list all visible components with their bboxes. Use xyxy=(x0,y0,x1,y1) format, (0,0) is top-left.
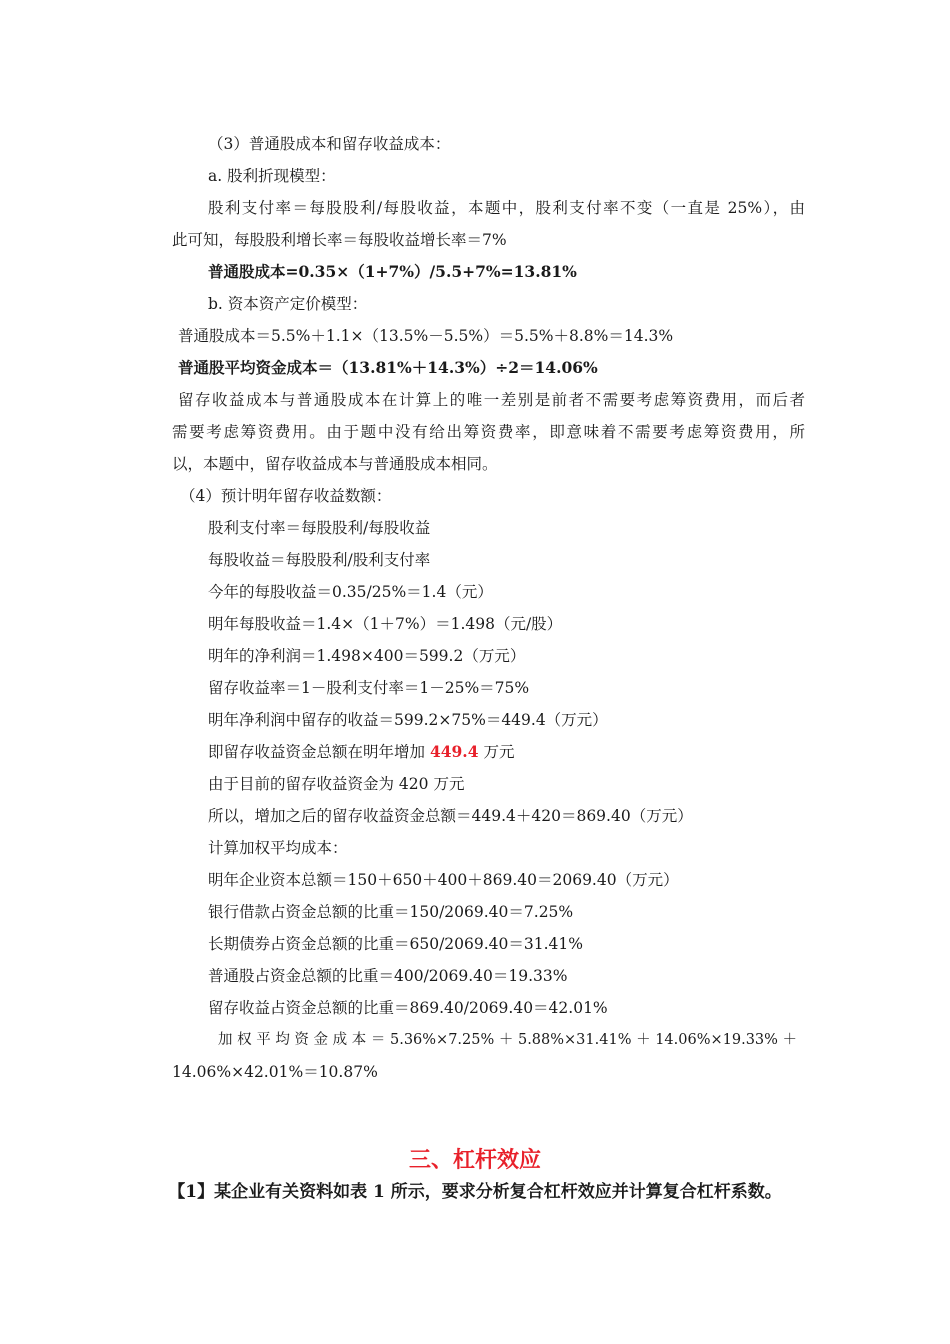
calc-line: 银行借款占资金总额的比重＝150/2069.40＝7.25% xyxy=(208,903,574,921)
increase-line xyxy=(208,742,514,762)
calc-line: 明年每股收益＝1.4×（1＋7%）＝1.498（元/股） xyxy=(208,615,563,633)
calc-line: 普通股占资金总额的比重＝400/2069.40＝19.33% xyxy=(208,967,568,985)
wacc-formula-line-1: 加 权 平 均 资 金 成 本 ＝ 5.36%×7.25% ＋ 5.88%×31.41% ＋ 14.06%×19.33% ＋ xyxy=(218,1032,798,1048)
payout-paragraph-line-1: 股利支付率＝每股股利/每股收益，本题中，股利支付率不变（一直是 25%），由 xyxy=(208,199,805,217)
calc-line: 所以，增加之后的留存收益资金总额＝449.4＋420＝869.40（万元） xyxy=(208,807,693,825)
retained-paragraph-line-2: 需要考虑筹资费用。由于题中没有给出筹资费率，即意味着不需要考虑筹资费用，所 xyxy=(172,423,805,441)
model-a-heading: a. 股利折现模型： xyxy=(208,167,336,185)
increase-prefix: 即留存收益资金总额在明年增加 xyxy=(208,743,426,761)
increase-suffix: 万元 xyxy=(483,743,515,761)
calc-line: 每股收益＝每股股利/股利支付率 xyxy=(208,551,431,569)
capm-cost-formula: 普通股成本＝5.5%＋1.1×（13.5%－5.5%）＝5.5%＋8.8%＝14.3% xyxy=(178,327,674,345)
calc-line: 明年净利润中留存的收益＝599.2×75%＝449.4（万元） xyxy=(208,711,608,729)
calc-line: 计算加权平均成本： xyxy=(208,839,348,857)
ddm-cost-formula: 普通股成本=0.35×（1+7%）/5.5+7%=13.81% xyxy=(208,262,577,281)
problem-statement: 【1】某企业有关资料如表 1 所示，要求分析复合杠杆效应并计算复合杠杆系数。 xyxy=(168,1182,782,1202)
calc-line: 股利支付率＝每股股利/每股收益 xyxy=(208,519,431,537)
increase-value-highlight: 449.4 xyxy=(429,742,479,761)
calc-line: 明年企业资本总额＝150＋650＋400＋869.40＝2069.40（万元） xyxy=(208,871,679,889)
average-cost-formula: 普通股平均资金成本＝（13.81%＋14.3%）÷2＝14.06% xyxy=(178,358,598,377)
calc-line: 留存收益占资金总额的比重＝869.40/2069.40＝42.01% xyxy=(208,999,608,1017)
calc-line: 明年的净利润＝1.498×400＝599.2（万元） xyxy=(208,647,526,665)
payout-paragraph-line-2: 此可知，每股股利增长率＝每股收益增长率＝7% xyxy=(172,231,507,249)
chapter-heading: 三、杠杆效应 xyxy=(408,1147,541,1173)
wacc-formula-line-2: 14.06%×42.01%＝10.87% xyxy=(172,1063,378,1081)
model-b-heading: b. 资本资产定价模型： xyxy=(208,295,368,313)
calc-line: 由于目前的留存收益资金为 420 万元 xyxy=(208,775,465,793)
retained-paragraph-line-1: 留存收益成本与普通股成本在计算上的唯一差别是前者不需要考虑筹资费用，而后者 xyxy=(178,391,805,409)
calc-line: 今年的每股收益＝0.35/25%＝1.4（元） xyxy=(208,583,493,601)
retained-paragraph-line-3: 以，本题中，留存收益成本与普通股成本相同。 xyxy=(172,455,498,473)
calc-line: 留存收益率＝1－股利支付率＝1－25%＝75% xyxy=(208,679,530,697)
calc-line: 长期债券占资金总额的比重＝650/2069.40＝31.41% xyxy=(208,935,584,953)
section3-title: （3）普通股成本和留存收益成本： xyxy=(208,135,451,153)
section4-title: （4）预计明年留存收益数额： xyxy=(180,487,392,505)
